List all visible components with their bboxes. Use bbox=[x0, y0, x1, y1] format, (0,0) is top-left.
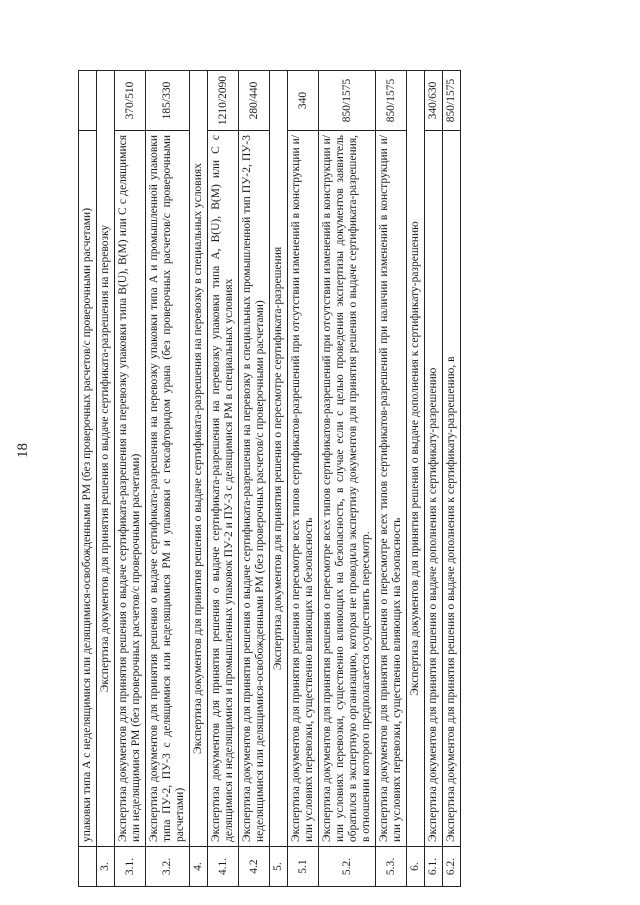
row-price: 850/1575 bbox=[443, 71, 461, 131]
row-text: Экспертиза документов для принятия решения о выдаче сертификата-разрешения на перевозку упаковки типа А и промышленной упаковки типа ПУ-2, ПУ-3 с делящимися или неделящимися РМ и упаковки с гексафторидом урана (без проверочных расчетов/с проверочными расчетами) bbox=[146, 131, 190, 847]
row-number: 4.1. bbox=[208, 847, 239, 887]
row-text: Экспертиза документов для принятия решения о выдаче сертификата-разрешения на перевозку в специальных промышленной тип ПУ-2, ПУ-3 неделящимися или делящимися-освобожденными РМ (без проверочных расчетов/с проверочными расчетами) bbox=[239, 131, 270, 847]
price-table-rotated bbox=[78, 71, 600, 887]
table-row bbox=[79, 71, 97, 887]
row-number: 3.1. bbox=[115, 847, 146, 887]
row-number: 3.2. bbox=[146, 847, 190, 887]
row-number: 6.2. bbox=[443, 847, 461, 887]
row-price: 1210/2090 bbox=[208, 71, 239, 131]
row-text: Экспертиза документов для принятия решения о пересмотре всех типов сертификатов-разрешений при отсутствии изменений в конструкции и/или условиях перевозки, существенно влияющих на безопасность bbox=[288, 131, 319, 847]
page-number: 18 bbox=[15, 443, 31, 458]
table-row bbox=[443, 71, 461, 887]
section-row bbox=[97, 71, 115, 887]
row-text: Экспертиза документов для принятия решения о выдаче дополнения к сертификату-разрешению bbox=[425, 131, 443, 847]
table-row bbox=[376, 71, 407, 887]
row-number: 4.2 bbox=[239, 847, 270, 887]
row-price: 185/330 bbox=[146, 71, 190, 131]
table-row bbox=[425, 71, 443, 887]
price-table bbox=[78, 70, 461, 887]
row-text: Экспертиза документов для принятия решения о выдаче сертификата-разрешения на перевозку упаковки типа А, В(U), В(М) или С с делящимися и неделящимися и промышленных упаковок ПУ-2 и ПУ-3 с делящимися РМ в специальных условиях bbox=[208, 131, 239, 847]
row-number: 5. bbox=[270, 847, 288, 887]
row-price: 340 bbox=[288, 71, 319, 131]
row-number: 3. bbox=[97, 847, 115, 887]
section-title: Экспертиза документов для принятия решения о пересмотре сертификата-разрешения bbox=[270, 71, 288, 847]
table-row bbox=[239, 71, 270, 887]
table-row bbox=[288, 71, 319, 887]
row-number: 6. bbox=[407, 847, 425, 887]
section-title: Экспертиза документов для принятия решения о выдаче сертификата-разрешения на перевозку в специальных условиях bbox=[190, 71, 208, 847]
row-number: 4. bbox=[190, 847, 208, 887]
table-row bbox=[115, 71, 146, 887]
section-title: Экспертиза документов для принятия решения о выдаче сертификата-разрешения на перевозку bbox=[97, 71, 115, 847]
row-number: 5.2. bbox=[319, 847, 376, 887]
row-price: 850/1575 bbox=[319, 71, 376, 131]
row-price bbox=[79, 71, 97, 131]
row-text: Экспертиза документов для принятия решения о выдаче сертификата-разрешения на перевозку упаковки типа В(U), В(М) или С с делящимися или неделящимися РМ (без проверочных расчетов/с проверочными расчетами) bbox=[115, 131, 146, 847]
row-price: 370/510 bbox=[115, 71, 146, 131]
row-text: упаковки типа А с неделящимися или делящимися-освобожденными РМ (без проверочных расчетов/с проверочными расчетами) bbox=[79, 131, 97, 847]
section-title: Экспертиза документов для принятия решения о выдаче дополнения к сертификату-разрешению bbox=[407, 71, 425, 847]
row-text: Экспертиза документов для принятия решения о выдаче дополнения к сертификату-разрешению, в bbox=[443, 131, 461, 847]
table-row bbox=[319, 71, 376, 887]
row-price: 340/630 bbox=[425, 71, 443, 131]
row-text: Экспертиза документов для принятия решения о пересмотре всех типов сертификатов-разрешений при наличии изменений в конструкции и/или условиях перевозки, существенно влияющих на безопасность bbox=[376, 131, 407, 847]
row-number: 5.3. bbox=[376, 847, 407, 887]
row-number bbox=[79, 847, 97, 887]
row-number: 5.1 bbox=[288, 847, 319, 887]
section-row bbox=[407, 71, 425, 887]
row-text: Экспертиза документов для принятия решения о пересмотре всех типов сертификатов-разрешений при отсутствии изменений в конструкции и/или условиях перевозки, существенно влияющих на безопасность, в случае если с целью проведения экспертизы документов заявитель обратился в экспертную организацию, которая не проводила экспертизу документов для принятия решения о выдаче сертификата-разрешения, в отношении которого предполагается осуществить пересмотр. bbox=[319, 131, 376, 847]
row-price: 280/440 bbox=[239, 71, 270, 131]
table-row bbox=[208, 71, 239, 887]
row-number: 6.1. bbox=[425, 847, 443, 887]
section-row bbox=[190, 71, 208, 887]
table-row bbox=[146, 71, 190, 887]
row-price: 850/1575 bbox=[376, 71, 407, 131]
section-row bbox=[270, 71, 288, 887]
